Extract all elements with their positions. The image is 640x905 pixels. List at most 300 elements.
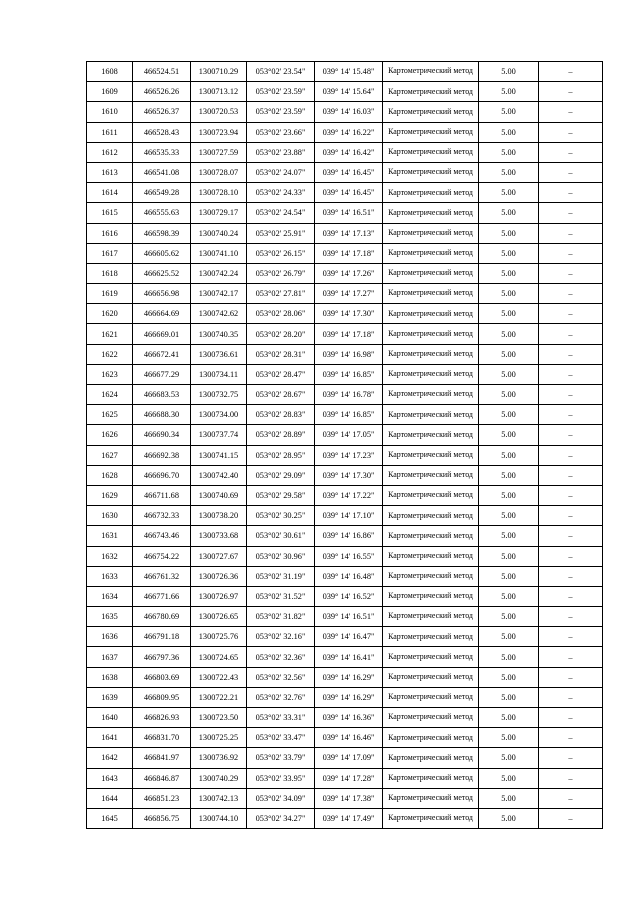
longitude-cell: 039° 14' 17.26"	[315, 263, 383, 283]
longitude-cell: 039° 14' 16.52"	[315, 586, 383, 606]
accuracy-cell: 5.00	[479, 385, 539, 405]
coord-y-cell: 1300725.25	[191, 728, 247, 748]
coord-x-cell: 466683.53	[133, 385, 191, 405]
coord-x-cell: 466549.28	[133, 183, 191, 203]
longitude-cell: 039° 14' 16.78"	[315, 385, 383, 405]
longitude-cell: 039° 14' 15.64"	[315, 82, 383, 102]
accuracy-cell: 5.00	[479, 364, 539, 384]
coord-x-cell: 466711.68	[133, 485, 191, 505]
method-cell: Картометрический метод	[383, 142, 479, 162]
coord-x-cell: 466831.70	[133, 728, 191, 748]
latitude-cell: 053°02' 23.59"	[247, 82, 315, 102]
table-row	[87, 385, 603, 405]
accuracy-cell: 5.00	[479, 344, 539, 364]
point-number-cell: 1645	[87, 808, 133, 828]
accuracy-cell: 5.00	[479, 647, 539, 667]
coord-y-cell: 1300726.65	[191, 607, 247, 627]
point-number-cell: 1615	[87, 203, 133, 223]
coord-y-cell: 1300733.68	[191, 526, 247, 546]
table-row	[87, 82, 603, 102]
coord-x-cell: 466761.32	[133, 566, 191, 586]
longitude-cell: 039° 14' 16.86"	[315, 526, 383, 546]
note-cell: –	[539, 506, 603, 526]
coord-y-cell: 1300728.10	[191, 183, 247, 203]
point-number-cell: 1630	[87, 506, 133, 526]
latitude-cell: 053°02' 23.54"	[247, 62, 315, 82]
accuracy-cell: 5.00	[479, 162, 539, 182]
latitude-cell: 053°02' 25.91"	[247, 223, 315, 243]
latitude-cell: 053°02' 32.56"	[247, 667, 315, 687]
method-cell: Картометрический метод	[383, 546, 479, 566]
longitude-cell: 039° 14' 17.49"	[315, 808, 383, 828]
accuracy-cell: 5.00	[479, 62, 539, 82]
coord-x-cell: 466732.33	[133, 506, 191, 526]
table-row	[87, 768, 603, 788]
longitude-cell: 039° 14' 17.30"	[315, 304, 383, 324]
table-row	[87, 223, 603, 243]
latitude-cell: 053°02' 28.95"	[247, 445, 315, 465]
method-cell: Картометрический метод	[383, 808, 479, 828]
accuracy-cell: 5.00	[479, 82, 539, 102]
note-cell: –	[539, 728, 603, 748]
latitude-cell: 053°02' 30.61"	[247, 526, 315, 546]
point-number-cell: 1631	[87, 526, 133, 546]
latitude-cell: 053°02' 27.81"	[247, 284, 315, 304]
accuracy-cell: 5.00	[479, 808, 539, 828]
point-number-cell: 1639	[87, 687, 133, 707]
latitude-cell: 053°02' 23.66"	[247, 122, 315, 142]
coord-y-cell: 1300724.65	[191, 647, 247, 667]
table-row	[87, 526, 603, 546]
accuracy-cell: 5.00	[479, 708, 539, 728]
note-cell: –	[539, 445, 603, 465]
accuracy-cell: 5.00	[479, 203, 539, 223]
note-cell: –	[539, 102, 603, 122]
note-cell: –	[539, 566, 603, 586]
coord-x-cell: 466841.97	[133, 748, 191, 768]
table-row	[87, 122, 603, 142]
method-cell: Картометрический метод	[383, 162, 479, 182]
point-number-cell: 1610	[87, 102, 133, 122]
coord-x-cell: 466524.51	[133, 62, 191, 82]
point-number-cell: 1641	[87, 728, 133, 748]
method-cell: Картометрический метод	[383, 445, 479, 465]
coord-y-cell: 1300710.29	[191, 62, 247, 82]
table-row	[87, 425, 603, 445]
point-number-cell: 1643	[87, 768, 133, 788]
note-cell: –	[539, 708, 603, 728]
coord-x-cell: 466605.62	[133, 243, 191, 263]
accuracy-cell: 5.00	[479, 102, 539, 122]
accuracy-cell: 5.00	[479, 405, 539, 425]
longitude-cell: 039° 14' 16.36"	[315, 708, 383, 728]
accuracy-cell: 5.00	[479, 687, 539, 707]
table-row	[87, 263, 603, 283]
latitude-cell: 053°02' 34.27"	[247, 808, 315, 828]
coord-y-cell: 1300737.74	[191, 425, 247, 445]
note-cell: –	[539, 183, 603, 203]
coord-y-cell: 1300744.10	[191, 808, 247, 828]
latitude-cell: 053°02' 24.07"	[247, 162, 315, 182]
method-cell: Картометрический метод	[383, 607, 479, 627]
note-cell: –	[539, 203, 603, 223]
longitude-cell: 039° 14' 16.42"	[315, 142, 383, 162]
accuracy-cell: 5.00	[479, 142, 539, 162]
method-cell: Картометрический метод	[383, 768, 479, 788]
method-cell: Картометрический метод	[383, 728, 479, 748]
point-number-cell: 1640	[87, 708, 133, 728]
coord-y-cell: 1300738.20	[191, 506, 247, 526]
coord-y-cell: 1300723.50	[191, 708, 247, 728]
longitude-cell: 039° 14' 16.47"	[315, 627, 383, 647]
longitude-cell: 039° 14' 16.46"	[315, 728, 383, 748]
coord-y-cell: 1300725.76	[191, 627, 247, 647]
coord-y-cell: 1300723.94	[191, 122, 247, 142]
accuracy-cell: 5.00	[479, 183, 539, 203]
method-cell: Картометрический метод	[383, 708, 479, 728]
coord-y-cell: 1300726.36	[191, 566, 247, 586]
coord-y-cell: 1300741.15	[191, 445, 247, 465]
point-number-cell: 1614	[87, 183, 133, 203]
note-cell: –	[539, 385, 603, 405]
note-cell: –	[539, 324, 603, 344]
accuracy-cell: 5.00	[479, 667, 539, 687]
point-number-cell: 1636	[87, 627, 133, 647]
note-cell: –	[539, 526, 603, 546]
note-cell: –	[539, 627, 603, 647]
coord-x-cell: 466656.98	[133, 284, 191, 304]
point-number-cell: 1611	[87, 122, 133, 142]
coord-y-cell: 1300734.11	[191, 364, 247, 384]
coord-x-cell: 466780.69	[133, 607, 191, 627]
point-number-cell: 1622	[87, 344, 133, 364]
method-cell: Картометрический метод	[383, 183, 479, 203]
latitude-cell: 053°02' 28.47"	[247, 364, 315, 384]
table-row	[87, 445, 603, 465]
coord-y-cell: 1300729.17	[191, 203, 247, 223]
note-cell: –	[539, 546, 603, 566]
table-row	[87, 607, 603, 627]
method-cell: Картометрический метод	[383, 263, 479, 283]
table-row	[87, 243, 603, 263]
coord-y-cell: 1300741.10	[191, 243, 247, 263]
latitude-cell: 053°02' 26.79"	[247, 263, 315, 283]
method-cell: Картометрический метод	[383, 243, 479, 263]
coord-y-cell: 1300728.07	[191, 162, 247, 182]
coord-x-cell: 466526.26	[133, 82, 191, 102]
note-cell: –	[539, 647, 603, 667]
longitude-cell: 039° 14' 17.05"	[315, 425, 383, 445]
coord-y-cell: 1300732.75	[191, 385, 247, 405]
point-number-cell: 1618	[87, 263, 133, 283]
latitude-cell: 053°02' 31.19"	[247, 566, 315, 586]
method-cell: Картометрический метод	[383, 748, 479, 768]
accuracy-cell: 5.00	[479, 566, 539, 586]
accuracy-cell: 5.00	[479, 243, 539, 263]
note-cell: –	[539, 607, 603, 627]
coord-x-cell: 466688.30	[133, 405, 191, 425]
coord-y-cell: 1300720.53	[191, 102, 247, 122]
accuracy-cell: 5.00	[479, 788, 539, 808]
coord-x-cell: 466598.39	[133, 223, 191, 243]
accuracy-cell: 5.00	[479, 304, 539, 324]
coord-y-cell: 1300727.67	[191, 546, 247, 566]
note-cell: –	[539, 808, 603, 828]
method-cell: Картометрический метод	[383, 526, 479, 546]
point-number-cell: 1624	[87, 385, 133, 405]
table-row	[87, 142, 603, 162]
point-number-cell: 1612	[87, 142, 133, 162]
longitude-cell: 039° 14' 17.09"	[315, 748, 383, 768]
table-row	[87, 546, 603, 566]
note-cell: –	[539, 667, 603, 687]
note-cell: –	[539, 788, 603, 808]
method-cell: Картометрический метод	[383, 485, 479, 505]
coord-y-cell: 1300727.59	[191, 142, 247, 162]
accuracy-cell: 5.00	[479, 284, 539, 304]
longitude-cell: 039° 14' 17.23"	[315, 445, 383, 465]
table-row	[87, 647, 603, 667]
coord-x-cell: 466672.41	[133, 344, 191, 364]
longitude-cell: 039° 14' 16.85"	[315, 405, 383, 425]
note-cell: –	[539, 243, 603, 263]
coord-y-cell: 1300740.24	[191, 223, 247, 243]
accuracy-cell: 5.00	[479, 445, 539, 465]
accuracy-cell: 5.00	[479, 122, 539, 142]
note-cell: –	[539, 364, 603, 384]
coord-x-cell: 466743.46	[133, 526, 191, 546]
longitude-cell: 039° 14' 16.55"	[315, 546, 383, 566]
coord-x-cell: 466535.33	[133, 142, 191, 162]
accuracy-cell: 5.00	[479, 506, 539, 526]
coord-x-cell: 466555.63	[133, 203, 191, 223]
point-number-cell: 1617	[87, 243, 133, 263]
method-cell: Картометрический метод	[383, 627, 479, 647]
longitude-cell: 039° 14' 17.18"	[315, 243, 383, 263]
coord-y-cell: 1300736.92	[191, 748, 247, 768]
note-cell: –	[539, 405, 603, 425]
latitude-cell: 053°02' 28.67"	[247, 385, 315, 405]
accuracy-cell: 5.00	[479, 526, 539, 546]
table-row	[87, 364, 603, 384]
accuracy-cell: 5.00	[479, 324, 539, 344]
latitude-cell: 053°02' 28.20"	[247, 324, 315, 344]
coord-x-cell: 466664.69	[133, 304, 191, 324]
table-row	[87, 728, 603, 748]
coord-y-cell: 1300742.24	[191, 263, 247, 283]
latitude-cell: 053°02' 31.52"	[247, 586, 315, 606]
note-cell: –	[539, 263, 603, 283]
latitude-cell: 053°02' 30.25"	[247, 506, 315, 526]
table-row	[87, 405, 603, 425]
latitude-cell: 053°02' 31.82"	[247, 607, 315, 627]
longitude-cell: 039° 14' 17.38"	[315, 788, 383, 808]
method-cell: Картометрический метод	[383, 122, 479, 142]
table-row	[87, 627, 603, 647]
coord-y-cell: 1300740.69	[191, 485, 247, 505]
method-cell: Картометрический метод	[383, 344, 479, 364]
latitude-cell: 053°02' 33.31"	[247, 708, 315, 728]
method-cell: Картометрический метод	[383, 405, 479, 425]
accuracy-cell: 5.00	[479, 223, 539, 243]
point-number-cell: 1628	[87, 465, 133, 485]
longitude-cell: 039° 14' 16.51"	[315, 203, 383, 223]
point-number-cell: 1629	[87, 485, 133, 505]
accuracy-cell: 5.00	[479, 627, 539, 647]
point-number-cell: 1619	[87, 284, 133, 304]
coord-x-cell: 466803.69	[133, 667, 191, 687]
point-number-cell: 1627	[87, 445, 133, 465]
table-row	[87, 62, 603, 82]
method-cell: Картометрический метод	[383, 82, 479, 102]
method-cell: Картометрический метод	[383, 364, 479, 384]
method-cell: Картометрический метод	[383, 667, 479, 687]
accuracy-cell: 5.00	[479, 728, 539, 748]
point-number-cell: 1623	[87, 364, 133, 384]
table-row	[87, 566, 603, 586]
table-row	[87, 324, 603, 344]
method-cell: Картометрический метод	[383, 102, 479, 122]
point-number-cell: 1644	[87, 788, 133, 808]
coord-y-cell: 1300742.40	[191, 465, 247, 485]
note-cell: –	[539, 162, 603, 182]
longitude-cell: 039° 14' 16.22"	[315, 122, 383, 142]
table-row	[87, 485, 603, 505]
method-cell: Картометрический метод	[383, 203, 479, 223]
coord-y-cell: 1300726.97	[191, 586, 247, 606]
point-number-cell: 1616	[87, 223, 133, 243]
longitude-cell: 039° 14' 16.51"	[315, 607, 383, 627]
method-cell: Картометрический метод	[383, 586, 479, 606]
longitude-cell: 039° 14' 16.45"	[315, 183, 383, 203]
longitude-cell: 039° 14' 16.48"	[315, 566, 383, 586]
latitude-cell: 053°02' 23.88"	[247, 142, 315, 162]
longitude-cell: 039° 14' 17.10"	[315, 506, 383, 526]
longitude-cell: 039° 14' 17.30"	[315, 465, 383, 485]
point-number-cell: 1608	[87, 62, 133, 82]
method-cell: Картометрический метод	[383, 566, 479, 586]
longitude-cell: 039° 14' 15.48"	[315, 62, 383, 82]
coord-x-cell: 466856.75	[133, 808, 191, 828]
coord-x-cell: 466826.93	[133, 708, 191, 728]
accuracy-cell: 5.00	[479, 425, 539, 445]
point-number-cell: 1609	[87, 82, 133, 102]
latitude-cell: 053°02' 28.89"	[247, 425, 315, 445]
method-cell: Картометрический метод	[383, 385, 479, 405]
coord-x-cell: 466625.52	[133, 263, 191, 283]
longitude-cell: 039° 14' 17.13"	[315, 223, 383, 243]
table-row	[87, 304, 603, 324]
coord-x-cell: 466541.08	[133, 162, 191, 182]
note-cell: –	[539, 142, 603, 162]
longitude-cell: 039° 14' 16.85"	[315, 364, 383, 384]
method-cell: Картометрический метод	[383, 647, 479, 667]
point-number-cell: 1620	[87, 304, 133, 324]
table-row	[87, 344, 603, 364]
longitude-cell: 039° 14' 16.98"	[315, 344, 383, 364]
note-cell: –	[539, 344, 603, 364]
point-number-cell: 1632	[87, 546, 133, 566]
note-cell: –	[539, 304, 603, 324]
table-row	[87, 586, 603, 606]
coord-x-cell: 466809.95	[133, 687, 191, 707]
coord-x-cell: 466669.01	[133, 324, 191, 344]
table-row	[87, 465, 603, 485]
coord-x-cell: 466677.29	[133, 364, 191, 384]
note-cell: –	[539, 223, 603, 243]
latitude-cell: 053°02' 24.54"	[247, 203, 315, 223]
coordinates-table-body	[87, 62, 603, 829]
table-row	[87, 808, 603, 828]
latitude-cell: 053°02' 34.09"	[247, 788, 315, 808]
coord-y-cell: 1300734.00	[191, 405, 247, 425]
latitude-cell: 053°02' 30.96"	[247, 546, 315, 566]
point-number-cell: 1613	[87, 162, 133, 182]
coord-y-cell: 1300742.62	[191, 304, 247, 324]
coord-y-cell: 1300742.13	[191, 788, 247, 808]
method-cell: Картометрический метод	[383, 425, 479, 445]
latitude-cell: 053°02' 33.95"	[247, 768, 315, 788]
longitude-cell: 039° 14' 16.03"	[315, 102, 383, 122]
note-cell: –	[539, 122, 603, 142]
method-cell: Картометрический метод	[383, 62, 479, 82]
latitude-cell: 053°02' 33.47"	[247, 728, 315, 748]
table-row	[87, 203, 603, 223]
point-number-cell: 1634	[87, 586, 133, 606]
point-number-cell: 1621	[87, 324, 133, 344]
coord-x-cell: 466690.34	[133, 425, 191, 445]
coordinates-table	[86, 61, 603, 829]
method-cell: Картометрический метод	[383, 284, 479, 304]
note-cell: –	[539, 748, 603, 768]
coord-x-cell: 466851.23	[133, 788, 191, 808]
table-row	[87, 667, 603, 687]
latitude-cell: 053°02' 26.15"	[247, 243, 315, 263]
accuracy-cell: 5.00	[479, 546, 539, 566]
method-cell: Картометрический метод	[383, 223, 479, 243]
accuracy-cell: 5.00	[479, 768, 539, 788]
coord-x-cell: 466696.70	[133, 465, 191, 485]
accuracy-cell: 5.00	[479, 586, 539, 606]
point-number-cell: 1633	[87, 566, 133, 586]
method-cell: Картометрический метод	[383, 465, 479, 485]
accuracy-cell: 5.00	[479, 465, 539, 485]
longitude-cell: 039° 14' 17.27"	[315, 284, 383, 304]
coord-x-cell: 466771.66	[133, 586, 191, 606]
longitude-cell: 039° 14' 17.22"	[315, 485, 383, 505]
note-cell: –	[539, 768, 603, 788]
method-cell: Картометрический метод	[383, 506, 479, 526]
latitude-cell: 053°02' 29.58"	[247, 485, 315, 505]
coord-y-cell: 1300736.61	[191, 344, 247, 364]
point-number-cell: 1642	[87, 748, 133, 768]
latitude-cell: 053°02' 23.59"	[247, 102, 315, 122]
note-cell: –	[539, 586, 603, 606]
table-row	[87, 708, 603, 728]
longitude-cell: 039° 14' 16.29"	[315, 667, 383, 687]
coord-x-cell: 466754.22	[133, 546, 191, 566]
longitude-cell: 039° 14' 16.45"	[315, 162, 383, 182]
latitude-cell: 053°02' 33.79"	[247, 748, 315, 768]
latitude-cell: 053°02' 29.09"	[247, 465, 315, 485]
method-cell: Картометрический метод	[383, 788, 479, 808]
accuracy-cell: 5.00	[479, 748, 539, 768]
coord-x-cell: 466528.43	[133, 122, 191, 142]
coord-y-cell: 1300713.12	[191, 82, 247, 102]
latitude-cell: 053°02' 32.36"	[247, 647, 315, 667]
note-cell: –	[539, 62, 603, 82]
longitude-cell: 039° 14' 17.28"	[315, 768, 383, 788]
